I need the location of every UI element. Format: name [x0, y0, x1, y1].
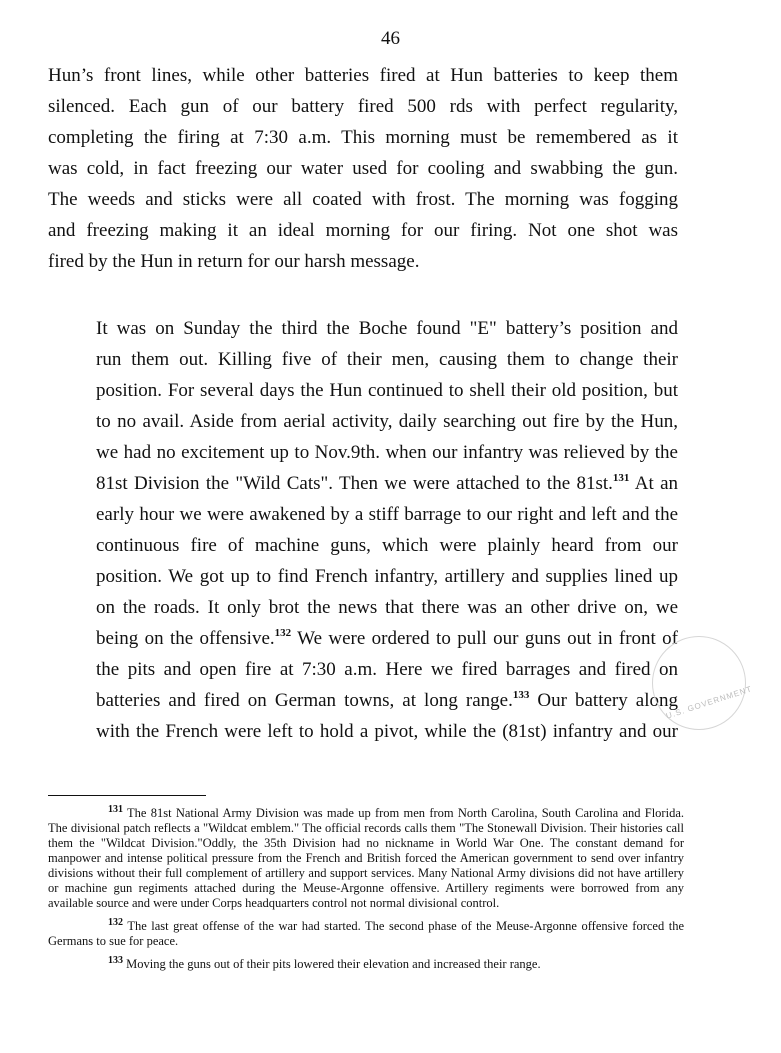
- footnote-number: 131: [108, 804, 123, 815]
- text-span: being on the offensive.: [96, 628, 275, 649]
- text-line: continuous fire of machine guns, which were plainly heard from our: [96, 535, 678, 556]
- text-line: position. For several days the Hun continued to shell their old position, but: [96, 380, 678, 401]
- paragraph-2: [48, 313, 678, 747]
- text-line: we had no excitement up to Nov.9th. when our infantry was relieved by the: [96, 442, 678, 463]
- footnotes: [48, 806, 684, 980]
- text-line: completing the firing at 7:30 a.m. This morning must be remembered as it: [48, 127, 678, 148]
- text-line: run them out. Killing five of their men, causing them to change their: [96, 349, 678, 370]
- text-line: the pits and open fire at 7:30 a.m. Here we fired barrages and fired on: [96, 659, 678, 680]
- text-line: to no avail. Aside from aerial activity, daily searching out fire by the Hun,: [96, 411, 678, 432]
- text-span: 81st Division the "Wild Cats". Then we were attached to the 81st.: [96, 473, 613, 494]
- text-line: position. We got up to find French infantry, artillery and supplies lined up: [96, 566, 678, 587]
- footnote-number: 132: [108, 917, 123, 928]
- text-line: [48, 468, 678, 499]
- text-span: batteries and fired on German towns, at long range.: [96, 690, 513, 711]
- text-span: At an: [629, 473, 679, 494]
- text-line: [48, 623, 678, 654]
- text-line: The weeds and sticks were all coated with frost. The morning was fogging: [48, 189, 678, 210]
- text-line: fired by the Hun in return for our harsh message.: [48, 251, 420, 272]
- text-line: Hun’s front lines, while other batteries fired at Hun batteries to keep them: [48, 65, 678, 86]
- paragraph-1: [48, 60, 678, 277]
- seal-text: U.S. GOVERNMENT: [664, 684, 754, 721]
- text-span: Our battery along: [529, 690, 678, 711]
- footnote-divider: [48, 795, 206, 796]
- footnote-text: The 81st National Army Division was made up from men from North Carolina, South Carolina and Florida. The divisional patch reflects a "Wildcat emblem." The official records calls them "The Stonewall Division. Their histories call them the "Wildcat Division."Oddly, the 35th Division had no nickname in World War One. The constant demand for manpower and intense political pressure from the French and British forced the American government to send over infantry divisions without their full complement of artillery and support services. Many National Army divisions did not have artillery or machine gun regiments attached during the Meuse-Argonne offensive. Artillery regiments were borrowed from any available source and were under Corps headquarters control not normal divisional control.: [48, 806, 684, 910]
- text-line: was cold, in fact freezing our water used for cooling and swabbing the gun.: [48, 158, 678, 179]
- footnote-132: [48, 919, 684, 949]
- text-line: on the roads. It only brot the news that there was an other drive on, we: [96, 597, 678, 618]
- footnote-ref-133[interactable]: 133: [512, 689, 530, 701]
- text-span: We were ordered to pull our guns out in front of: [291, 628, 679, 649]
- footnote-ref-131[interactable]: 131: [612, 472, 630, 484]
- text-line: It was on Sunday the third the Boche found "E" battery’s position and: [96, 318, 678, 339]
- footnote-text: Moving the guns out of their pits lowered their elevation and increased their range.: [126, 957, 541, 971]
- footnote-number: 133: [108, 955, 123, 966]
- text-line: early hour we were awakened by a stiff barrage to our right and left and the: [96, 504, 678, 525]
- footnote-text: The last great offense of the war had started. The second phase of the Meuse-Argonne offensive forced the Germans to sue for peace.: [48, 919, 684, 948]
- text-line: [48, 685, 678, 716]
- page-number: 46: [381, 28, 400, 49]
- text-line: silenced. Each gun of our battery fired 500 rds with perfect regularity,: [48, 96, 678, 117]
- text-line: with the French were left to hold a pivot, while the (81st) infantry and our: [96, 721, 678, 742]
- footnote-133: [48, 957, 684, 972]
- text-line: and freezing making it an ideal morning for our firing. Not one shot was: [48, 220, 678, 241]
- footnote-131: [48, 806, 684, 911]
- footnote-ref-132[interactable]: 132: [274, 627, 292, 639]
